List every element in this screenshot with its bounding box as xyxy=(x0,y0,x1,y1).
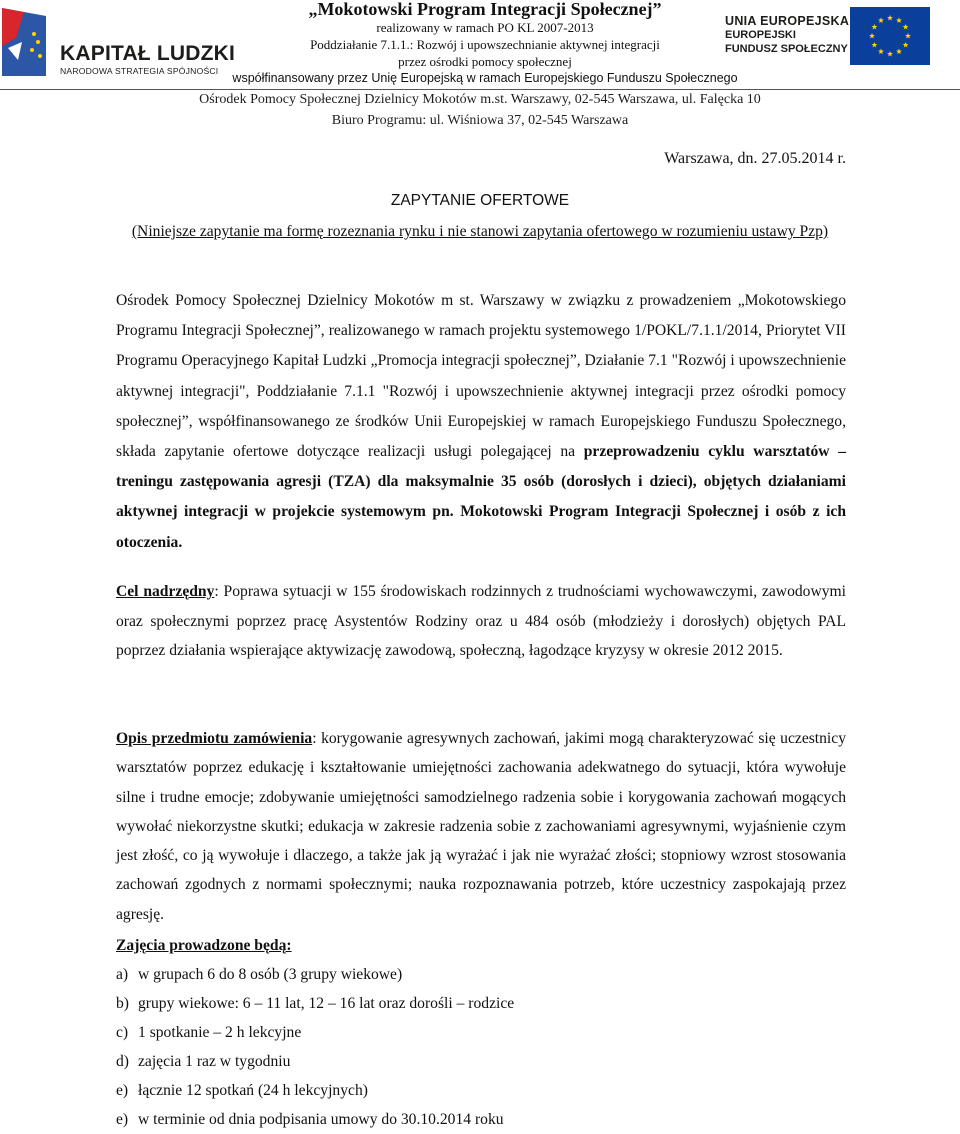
eu-fund-text xyxy=(725,14,849,56)
list-item-text: zajęcia 1 raz w tygodniu xyxy=(138,1053,291,1070)
list-item-text: 1 spotkanie – 2 h lekcyjne xyxy=(138,1024,302,1041)
intro-text: Ośrodek Pomocy Społecznej Dzielnicy Mokotów m st. Warszawy w związku z prowadzeniem „Mokotowskiego Programu Integracji Społecznej”, realizowanego w ramach projektu systemowego 1/POKL/7.1.1/2014, Priorytet VII Programu Operacyjnego Kapitał Ludzki „Promocja integracji społecznej”, Działanie 7.1 "Rozwój i upowszechnienie aktywnej integracji", Poddziałanie 7.1.1 "Rozwój i upowszechnienie aktywnej integracji przez ośrodki pomocy społecznej”, współfinansowanego ze środków Unii Europejskiej w ramach Europejskiego Funduszu Społecznego, składa zapytanie ofertowe dotyczące realizacji usługi polegającej na xyxy=(116,292,846,461)
kapital-ludzki-logo xyxy=(2,8,236,78)
list-item-text: w grupach 6 do 8 osób (3 grupy wiekowe) xyxy=(138,966,403,983)
document-date: Warszawa, dn. 27.05.2014 r. xyxy=(664,150,846,167)
program-line: przez ośrodki pomocy społecznej xyxy=(398,54,572,69)
address-block xyxy=(0,89,960,131)
document-note: (Niniejsze zapytanie ma formę rozeznania rynku i nie stanowi zapytania ofertowego w rozumieniu ustawy Pzp) xyxy=(131,223,829,240)
list-item xyxy=(116,1018,846,1047)
list-item-letter: a) xyxy=(116,966,129,983)
program-title: „Mokotowski Program Integracji Społecznej” xyxy=(308,0,662,19)
program-info xyxy=(230,0,740,87)
list-item-letter: e) xyxy=(116,1111,129,1128)
list-item-letter: b) xyxy=(116,995,129,1012)
classes-heading: Zajęcia prowadzone będą: xyxy=(116,937,292,954)
list-item xyxy=(116,960,846,989)
list-item xyxy=(116,989,846,1018)
document-title: ZAPYTANIE OFERTOWE xyxy=(390,192,570,209)
intro-bold-text: przeprowadzeniu cyklu warsztatów – treningu zastępowania agresji (TZA) dla maksymalnie 35 osób (dorosłych i dzieci), objętych działaniami aktywnej integracji w projekcie systemowym pn. Mokotowski Program Integracji Społecznej i osób z ich otoczenia. xyxy=(116,443,846,551)
list-item-letter: e) xyxy=(116,1082,129,1099)
description-paragraph xyxy=(116,724,846,929)
program-line: realizowany w ramach PO KL 2007-2013 xyxy=(376,20,594,35)
eu-fund-line: FUNDUSZ SPOŁECZNY xyxy=(725,43,848,55)
list-item-text: grupy wiekowe: 6 – 11 lat, 12 – 16 lat oraz dorośli – rodzice xyxy=(138,995,515,1012)
kapital-ludzki-subtitle: NARODOWA STRATEGIA SPÓJNOŚCI xyxy=(60,66,219,76)
list-item xyxy=(116,1047,846,1076)
program-line: współfinansowany przez Unię Europejską w ramach Europejskiego Funduszu Społecznego xyxy=(232,71,738,85)
list-item-letter: c) xyxy=(116,1024,129,1041)
program-line: Poddziałanie 7.1.1.: Rozwój i upowszechnianie aktywnej integracji xyxy=(310,37,660,52)
classes-list xyxy=(116,931,846,1134)
goal-label: Cel nadrzędny xyxy=(116,583,215,600)
description-label: Opis przedmiotu zamówienia xyxy=(116,730,313,747)
eu-name: UNIA EUROPEJSKA xyxy=(725,14,850,28)
eu-fund-line: EUROPEJSKI xyxy=(725,29,796,41)
list-item xyxy=(116,1076,846,1105)
kapital-ludzki-flag-icon xyxy=(2,8,46,76)
institution-address: Ośrodek Pomocy Społecznej Dzielnicy Mokotów m.st. Warszawy, 02-545 Warszawa, ul. Falęcka 10 xyxy=(199,92,761,107)
goal-text: : Poprawa sytuacji w 155 środowiskach rodzinnych z trudnościami wychowawczymi, zawodowymi oraz społecznymi poprzez pracę Asystentów Rodziny oraz u 484 osób (młodzieży i dorosłych) objętych PAL poprzez działania wspierające aktywizację zawodową, społeczną, łagodzące kryzysy w okresie 2012 2015. xyxy=(116,583,846,659)
goal-paragraph xyxy=(116,577,846,666)
description-text: : korygowanie agresywnych zachowań, jakimi mogą charakteryzować się uczestnicy warsztatów poprzez edukację i kształtowanie umiejętności zachowania adekwatnego do sytuacji, która wywołuje silne i trudne emocje; zdobywanie umiejętności samodzielnego radzenia sobie i korygowania zachowań mogących wywołać niekorzystne skutki; edukacja w zakresie radzenia sobie z zachowaniami agresywnymi, wyjaśnienie czym jest złość, co ją wywołuje i dlaczego, a także jak ją wyrażać i jak nie wyrażać złości; stopniowy wzrost stosowania zachowań zgodnych z normami społecznymi; nauka rozpoznawania potrzeb, które uczestnicy zaspokajają przez agresję. xyxy=(116,730,846,923)
program-office-address: Biuro Programu: ul. Wiśniowa 37, 02-545 Warszawa xyxy=(331,113,629,128)
eu-flag-icon xyxy=(850,7,930,65)
document-header xyxy=(0,0,960,132)
kapital-ludzki-title: KAPITAŁ LUDZKI xyxy=(60,42,236,65)
list-item-text: łącznie 12 spotkań (24 h lekcyjnych) xyxy=(138,1082,368,1099)
list-item-letter: d) xyxy=(116,1053,129,1070)
list-item xyxy=(116,1105,846,1134)
list-item-text: w terminie od dnia podpisania umowy do 30.10.2014 roku xyxy=(138,1111,504,1128)
intro-paragraph xyxy=(116,286,846,558)
